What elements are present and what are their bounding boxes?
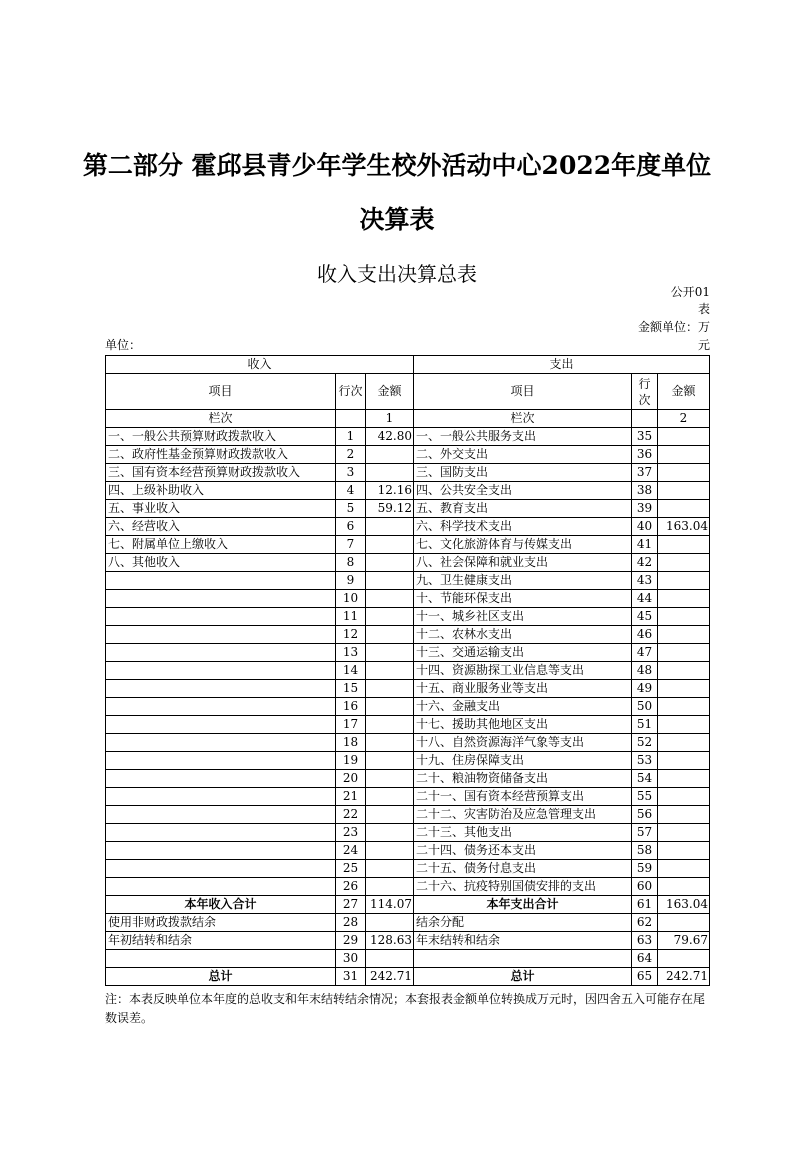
income-item	[106, 662, 336, 680]
income-amount	[366, 572, 414, 590]
annual-total-row-income-row-no: 27	[336, 896, 366, 914]
empty-cell	[632, 410, 658, 428]
income-item	[106, 572, 336, 590]
expense-section-header: 支出	[414, 356, 710, 374]
expense-row-no: 37	[632, 464, 658, 482]
income-item	[106, 806, 336, 824]
expense-item: 二十五、债务付息支出	[414, 860, 632, 878]
expense-item: 九、卫生健康支出	[414, 572, 632, 590]
expense-item: 二十六、抗疫特别国债安排的支出	[414, 878, 632, 896]
table-row	[106, 878, 710, 896]
income-item-header: 项目	[106, 374, 336, 410]
annual-total-row	[106, 896, 710, 914]
income-item: 年初结转和结余	[106, 932, 336, 950]
income-amount	[366, 536, 414, 554]
income-row-no: 20	[336, 770, 366, 788]
expense-row-no: 36	[632, 446, 658, 464]
expense-amount	[658, 572, 710, 590]
table-row	[106, 842, 710, 860]
expense-row-no: 38	[632, 482, 658, 500]
expense-item: 十、节能环保支出	[414, 590, 632, 608]
income-amount: 12.16	[366, 482, 414, 500]
income-amount	[366, 518, 414, 536]
income-amount	[366, 950, 414, 968]
expense-row-no: 64	[632, 950, 658, 968]
expense-row-no: 35	[632, 428, 658, 446]
income-row-no: 5	[336, 500, 366, 518]
expense-row-no: 49	[632, 680, 658, 698]
expense-row-no: 58	[632, 842, 658, 860]
grand-total-row-income-label: 总计	[106, 968, 336, 986]
expense-row-no: 54	[632, 770, 658, 788]
income-amount	[366, 770, 414, 788]
expense-column-index: 2	[658, 410, 710, 428]
income-row-no: 24	[336, 842, 366, 860]
expense-item: 十八、自然资源海洋气象等支出	[414, 734, 632, 752]
expense-item: 二十、粮油物资储备支出	[414, 770, 632, 788]
table-row	[106, 698, 710, 716]
table-row	[106, 950, 710, 968]
table-row	[106, 662, 710, 680]
income-amount-header: 金额	[366, 374, 414, 410]
expense-amount: 79.67	[658, 932, 710, 950]
expense-item	[414, 950, 632, 968]
expense-item: 十一、城乡社区支出	[414, 608, 632, 626]
grand-total-row-expense-row-no: 65	[632, 968, 658, 986]
grand-total-row	[106, 968, 710, 986]
annual-total-row-income-amount: 114.07	[366, 896, 414, 914]
income-amount	[366, 734, 414, 752]
expense-item: 二、外交支出	[414, 446, 632, 464]
grand-total-row-income-amount: 242.71	[366, 968, 414, 986]
income-amount	[366, 626, 414, 644]
expense-item: 五、教育支出	[414, 500, 632, 518]
table-row	[106, 914, 710, 932]
expense-amount	[658, 698, 710, 716]
expense-item: 年末结转和结余	[414, 932, 632, 950]
table-row	[106, 428, 710, 446]
expense-row-no: 62	[632, 914, 658, 932]
income-item	[106, 734, 336, 752]
expense-item: 七、文化旅游体育与传媒支出	[414, 536, 632, 554]
income-row-no: 22	[336, 806, 366, 824]
income-row-no: 13	[336, 644, 366, 662]
income-row-no: 6	[336, 518, 366, 536]
grand-total-row-expense-amount: 242.71	[658, 968, 710, 986]
table-row	[106, 734, 710, 752]
expense-amount	[658, 716, 710, 734]
expense-amount-header: 金额	[658, 374, 710, 410]
income-amount	[366, 608, 414, 626]
income-item: 一、一般公共预算财政拨款收入	[106, 428, 336, 446]
income-amount	[366, 716, 414, 734]
income-item	[106, 680, 336, 698]
income-amount: 42.80	[366, 428, 414, 446]
expense-item: 十二、农林水支出	[414, 626, 632, 644]
expense-amount: 163.04	[658, 518, 710, 536]
expense-amount	[658, 644, 710, 662]
income-amount	[366, 878, 414, 896]
income-amount: 59.12	[366, 500, 414, 518]
income-amount	[366, 464, 414, 482]
expense-amount	[658, 752, 710, 770]
expense-amount	[658, 914, 710, 932]
income-row-no: 21	[336, 788, 366, 806]
income-amount	[366, 446, 414, 464]
table-row	[106, 572, 710, 590]
table-row	[106, 608, 710, 626]
income-row-no: 3	[336, 464, 366, 482]
expense-row-no: 56	[632, 806, 658, 824]
income-amount	[366, 698, 414, 716]
income-amount	[366, 752, 414, 770]
income-item: 使用非财政拨款结余	[106, 914, 336, 932]
expense-row-no: 47	[632, 644, 658, 662]
unit-label: 单位：	[105, 338, 142, 352]
expense-amount	[658, 428, 710, 446]
income-item: 八、其他收入	[106, 554, 336, 572]
income-amount	[366, 842, 414, 860]
income-row-no: 11	[336, 608, 366, 626]
income-amount: 128.63	[366, 932, 414, 950]
income-amount	[366, 644, 414, 662]
expense-row-no: 43	[632, 572, 658, 590]
income-amount	[366, 554, 414, 572]
income-item	[106, 590, 336, 608]
income-amount	[366, 788, 414, 806]
annual-total-row-expense-row-no: 61	[632, 896, 658, 914]
expense-amount	[658, 950, 710, 968]
table-row	[106, 536, 710, 554]
income-row-no: 4	[336, 482, 366, 500]
form-number: 公开01	[670, 285, 710, 299]
footnote: 注：本表反映单位本年度的总收支和年末结转结余情况；本套报表金额单位转换成万元时，因四舍五入可能存在尾数误差。	[105, 992, 706, 1025]
income-item	[106, 698, 336, 716]
expense-row-no: 48	[632, 662, 658, 680]
income-item	[106, 608, 336, 626]
income-item	[106, 860, 336, 878]
expense-row-no: 44	[632, 590, 658, 608]
income-item	[106, 788, 336, 806]
income-row-no: 1	[336, 428, 366, 446]
expense-row-no: 40	[632, 518, 658, 536]
expense-row-no: 46	[632, 626, 658, 644]
income-row-no: 15	[336, 680, 366, 698]
expense-row-no-header: 行次	[632, 374, 658, 410]
income-row-no: 19	[336, 752, 366, 770]
expense-row-no: 60	[632, 878, 658, 896]
income-amount	[366, 806, 414, 824]
expense-row-no: 42	[632, 554, 658, 572]
income-row-no: 29	[336, 932, 366, 950]
expense-amount	[658, 662, 710, 680]
expense-item: 十三、交通运输支出	[414, 644, 632, 662]
income-row-no: 17	[336, 716, 366, 734]
income-row-no: 9	[336, 572, 366, 590]
income-amount	[366, 680, 414, 698]
income-item	[106, 770, 336, 788]
table-row	[106, 590, 710, 608]
expense-amount	[658, 608, 710, 626]
income-row-no: 14	[336, 662, 366, 680]
annual-total-row-expense-amount: 163.04	[658, 896, 710, 914]
expense-row-no: 51	[632, 716, 658, 734]
expense-amount	[658, 464, 710, 482]
expense-amount	[658, 788, 710, 806]
expense-row-no: 52	[632, 734, 658, 752]
grand-total-row-expense-label: 总计	[414, 968, 632, 986]
expense-amount	[658, 806, 710, 824]
income-row-no: 10	[336, 590, 366, 608]
expense-amount	[658, 680, 710, 698]
table-row	[106, 860, 710, 878]
income-item: 六、经营收入	[106, 518, 336, 536]
expense-item: 十七、援助其他地区支出	[414, 716, 632, 734]
table-row	[106, 464, 710, 482]
expense-row-no: 63	[632, 932, 658, 950]
income-row-no: 26	[336, 878, 366, 896]
income-item	[106, 644, 336, 662]
table-row	[106, 680, 710, 698]
income-row-no: 2	[336, 446, 366, 464]
expense-item: 一、一般公共服务支出	[414, 428, 632, 446]
expense-item: 二十四、债务还本支出	[414, 842, 632, 860]
income-amount	[366, 914, 414, 932]
income-row-no: 23	[336, 824, 366, 842]
income-item	[106, 716, 336, 734]
income-row-no: 12	[336, 626, 366, 644]
expense-item: 二十二、灾害防治及应急管理支出	[414, 806, 632, 824]
empty-cell	[336, 410, 366, 428]
income-amount	[366, 662, 414, 680]
expense-column-index-label: 栏次	[414, 410, 632, 428]
income-row-no: 16	[336, 698, 366, 716]
income-row-no: 7	[336, 536, 366, 554]
expense-item: 十九、住房保障支出	[414, 752, 632, 770]
expense-row-no: 45	[632, 608, 658, 626]
expense-amount	[658, 626, 710, 644]
page-title-line-2: 决算表	[359, 205, 435, 234]
grand-total-row-income-row-no: 31	[336, 968, 366, 986]
income-row-no-header: 行次	[336, 374, 366, 410]
table-row	[106, 788, 710, 806]
income-expense-table	[105, 355, 710, 986]
expense-row-no: 59	[632, 860, 658, 878]
table-row	[106, 554, 710, 572]
expense-item: 二十三、其他支出	[414, 824, 632, 842]
expense-item: 结余分配	[414, 914, 632, 932]
table-row	[106, 518, 710, 536]
table-row	[106, 932, 710, 950]
expense-row-no: 41	[632, 536, 658, 554]
income-amount	[366, 860, 414, 878]
table-row	[106, 770, 710, 788]
income-item	[106, 950, 336, 968]
income-item: 四、上级补助收入	[106, 482, 336, 500]
annual-total-row-income-label: 本年收入合计	[106, 896, 336, 914]
expense-amount	[658, 554, 710, 572]
expense-amount	[658, 482, 710, 500]
amount-unit-suffix: 元	[697, 338, 710, 352]
table-row	[106, 482, 710, 500]
form-number-suffix: 表	[697, 302, 710, 316]
income-item	[106, 626, 336, 644]
expense-item: 十五、商业服务业等支出	[414, 680, 632, 698]
expense-amount	[658, 446, 710, 464]
expense-amount	[658, 842, 710, 860]
expense-item: 十六、金融支出	[414, 698, 632, 716]
expense-amount	[658, 500, 710, 518]
income-item	[106, 824, 336, 842]
expense-item: 三、国防支出	[414, 464, 632, 482]
income-section-header: 收入	[106, 356, 414, 374]
table-row	[106, 500, 710, 518]
income-row-no: 25	[336, 860, 366, 878]
income-row-no: 8	[336, 554, 366, 572]
expense-item: 二十一、国有资本经营预算支出	[414, 788, 632, 806]
annual-total-row-expense-label: 本年支出合计	[414, 896, 632, 914]
expense-row-no: 57	[632, 824, 658, 842]
income-row-no: 28	[336, 914, 366, 932]
income-item: 三、国有资本经营预算财政拨款收入	[106, 464, 336, 482]
income-row-no: 18	[336, 734, 366, 752]
expense-amount	[658, 536, 710, 554]
page-title-line-1: 第二部分 霍邱县青少年学生校外活动中心2022年度单位	[82, 151, 712, 180]
income-item	[106, 752, 336, 770]
expense-row-no: 50	[632, 698, 658, 716]
expense-row-no: 55	[632, 788, 658, 806]
table-row	[106, 716, 710, 734]
expense-item: 四、公共安全支出	[414, 482, 632, 500]
income-amount	[366, 824, 414, 842]
expense-item: 六、科学技术支出	[414, 518, 632, 536]
table-row	[106, 806, 710, 824]
income-column-index: 1	[366, 410, 414, 428]
expense-item: 八、社会保障和就业支出	[414, 554, 632, 572]
expense-amount	[658, 824, 710, 842]
table-title: 收入支出决算总表	[317, 262, 477, 286]
income-item: 二、政府性基金预算财政拨款收入	[106, 446, 336, 464]
expense-row-no: 39	[632, 500, 658, 518]
income-item: 五、事业收入	[106, 500, 336, 518]
expense-amount	[658, 878, 710, 896]
income-item: 七、附属单位上缴收入	[106, 536, 336, 554]
expense-amount	[658, 770, 710, 788]
expense-amount	[658, 860, 710, 878]
table-row	[106, 644, 710, 662]
expense-item-header: 项目	[414, 374, 632, 410]
expense-amount	[658, 590, 710, 608]
income-row-no: 30	[336, 950, 366, 968]
income-item	[106, 842, 336, 860]
income-column-index-label: 栏次	[106, 410, 336, 428]
table-row	[106, 752, 710, 770]
expense-row-no: 53	[632, 752, 658, 770]
table-row	[106, 446, 710, 464]
amount-unit-label: 金额单位：万	[637, 320, 710, 334]
income-item	[106, 878, 336, 896]
expense-amount	[658, 734, 710, 752]
expense-item: 十四、资源勘探工业信息等支出	[414, 662, 632, 680]
table-row	[106, 626, 710, 644]
table-row	[106, 824, 710, 842]
income-amount	[366, 590, 414, 608]
